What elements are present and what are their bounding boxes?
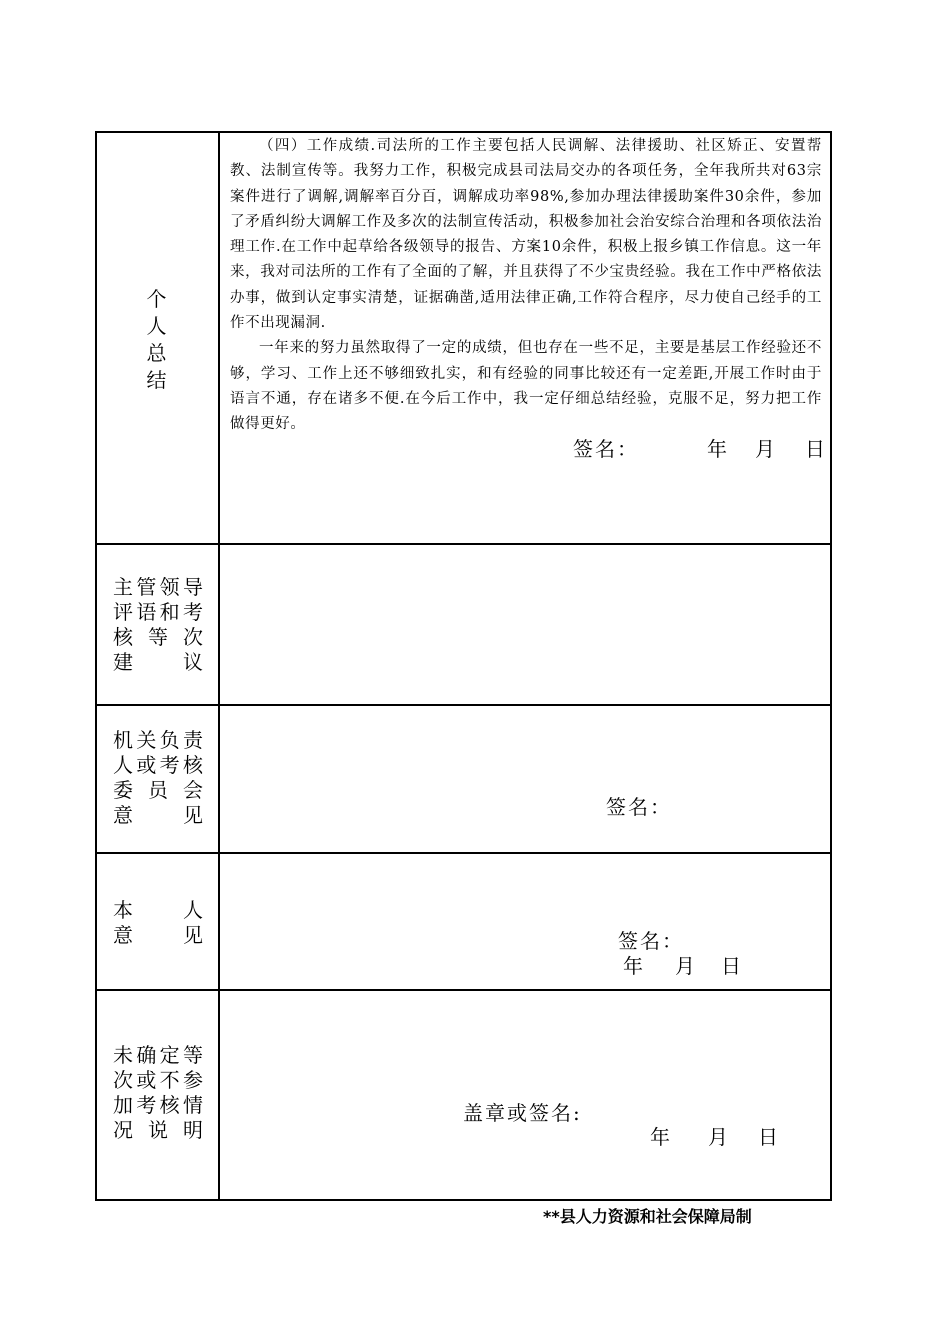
undetermined-signature-label: 盖章或签名: <box>463 1101 582 1125</box>
summary-signature-label: 签名： <box>573 437 639 461</box>
year-label: 年 <box>650 1125 670 1149</box>
personal-summary-label-cell <box>97 133 220 543</box>
summary-paragraph: （四）工作成绩.司法所的工作主要包括人民调解、法律援助、社区矫正、安置帮教、法制宣传等。我努力工作，积极完成县司法局交办的各项任务，全年我所共对63宗案件进行了调解,调解率百分百，调解成功率98%,参加办理法律援助案件30余件，参加了矛盾纠纷大调解工作及多次的法制宣传活动，积极参加社会治安综合治理和各项依法治理工作.在工作中起草给各级领导的报告、方案10余件，积极上报乡镇工作信息。这一年来，我对司法所的工作有了全面的了解，并且获得了不少宝贵经验。我在工作中严格依法办事，做到认定事实清楚，证据确凿,适用法律正确,工作符合程序，尽力使自己经手的工作不出现漏洞. <box>230 138 822 332</box>
summary-date <box>707 433 825 462</box>
label-char: 人 <box>146 314 169 338</box>
year-label: 年 <box>707 437 727 461</box>
month-label: 月 <box>708 1125 728 1149</box>
label-char: 会 <box>183 778 203 802</box>
label-char: 和 <box>159 600 180 624</box>
label-line <box>113 728 203 753</box>
label-line <box>113 1043 203 1068</box>
undetermined-date <box>650 1121 778 1150</box>
undetermined-explanation-label <box>113 1043 203 1143</box>
label-char: 核 <box>113 625 133 649</box>
label-line <box>113 753 203 778</box>
summary-paragraph: 一年来的努力虽然取得了一定的成绩，但也存在一些不足，主要是基层工作经验还不够，学习、工作上还不够细致扎实，和有经验的同事比较还有一定差距,开展工作时由于语言不通，存在诸多不便.在今后工作中，我一定仔细总结经验，克服不足，努力把工作做得更好。 <box>230 340 822 433</box>
committee-opinion-label-cell <box>97 704 220 852</box>
label-char: 人 <box>113 753 133 777</box>
day-label: 日 <box>758 1125 778 1149</box>
leader-comment-row <box>97 543 830 706</box>
label-char: 人 <box>183 898 203 922</box>
personal-summary-text <box>230 134 822 438</box>
label-char: 未 <box>113 1043 133 1067</box>
label-line <box>113 600 203 625</box>
label-char: 导 <box>182 575 203 599</box>
self-opinion-label <box>113 898 203 948</box>
label-char: 或 <box>136 753 157 777</box>
label-char: 次 <box>183 625 203 649</box>
committee-opinion-row <box>97 704 830 854</box>
label-char: 语 <box>136 600 157 624</box>
label-char: 建 <box>113 650 133 674</box>
self-opinion-row <box>97 852 830 991</box>
label-line <box>113 575 203 600</box>
label-line <box>113 1118 203 1143</box>
label-char: 考 <box>159 753 180 777</box>
personal-summary-row <box>97 133 830 545</box>
label-char: 核 <box>159 1093 180 1117</box>
label-char: 管 <box>136 575 157 599</box>
label-char: 况 <box>113 1118 133 1142</box>
undetermined-explanation-content-cell <box>220 989 830 1199</box>
label-char: 情 <box>182 1093 203 1117</box>
label-char: 说 <box>148 1118 168 1142</box>
label-char: 个 <box>146 287 169 311</box>
day-label: 日 <box>721 954 741 978</box>
label-line <box>113 778 203 803</box>
label-char: 员 <box>148 778 168 802</box>
label-char: 参 <box>182 1068 203 1092</box>
label-char: 意 <box>113 803 133 827</box>
month-label: 月 <box>755 437 775 461</box>
label-char: 明 <box>183 1118 203 1142</box>
committee-opinion-label <box>113 728 203 828</box>
label-char: 结 <box>146 368 169 392</box>
issuer-footer: **县人力资源和社会保障局制 <box>543 1207 752 1226</box>
label-char: 责 <box>182 728 203 752</box>
label-char: 核 <box>182 753 203 777</box>
label-char: 等 <box>148 625 168 649</box>
label-char: 意 <box>113 923 133 947</box>
committee-signature-label: 签名： <box>606 795 672 819</box>
personal-summary-label <box>97 286 218 394</box>
label-char: 机 <box>113 728 133 752</box>
leader-comment-label <box>113 575 203 675</box>
label-char: 见 <box>183 803 203 827</box>
label-char: 委 <box>113 778 133 802</box>
label-char: 考 <box>182 600 203 624</box>
label-line <box>113 898 203 923</box>
day-label: 日 <box>805 437 825 461</box>
label-char: 主 <box>113 575 133 599</box>
label-char: 或 <box>136 1068 157 1092</box>
label-line <box>113 923 203 948</box>
self-signature-label: 签名： <box>618 929 684 953</box>
label-line <box>113 1093 203 1118</box>
label-char: 领 <box>159 575 180 599</box>
label-line <box>113 650 203 675</box>
label-char: 不 <box>159 1068 180 1092</box>
leader-comment-content-cell <box>220 543 830 704</box>
label-line <box>113 803 203 828</box>
personal-summary-content-cell <box>220 133 830 543</box>
label-char: 见 <box>183 923 203 947</box>
self-opinion-content-cell <box>220 852 830 989</box>
label-char: 议 <box>183 650 203 674</box>
label-char: 次 <box>113 1068 133 1092</box>
label-line <box>113 625 203 650</box>
month-label: 月 <box>675 954 695 978</box>
leader-comment-label-cell <box>97 543 220 704</box>
label-char: 考 <box>136 1093 157 1117</box>
label-char: 关 <box>136 728 157 752</box>
year-label: 年 <box>623 954 643 978</box>
appraisal-form-table <box>95 131 832 1201</box>
self-opinion-label-cell <box>97 852 220 989</box>
label-char: 定 <box>159 1043 180 1067</box>
label-char: 确 <box>136 1043 157 1067</box>
undetermined-explanation-label-cell <box>97 989 220 1199</box>
committee-opinion-content-cell <box>220 704 830 852</box>
label-char: 评 <box>113 600 133 624</box>
undetermined-explanation-row <box>97 989 830 1199</box>
self-date <box>623 950 741 979</box>
label-line <box>113 1068 203 1093</box>
label-char: 总 <box>146 341 169 365</box>
label-char: 负 <box>159 728 180 752</box>
label-char: 等 <box>182 1043 203 1067</box>
label-char: 本 <box>113 898 133 922</box>
label-char: 加 <box>113 1093 133 1117</box>
